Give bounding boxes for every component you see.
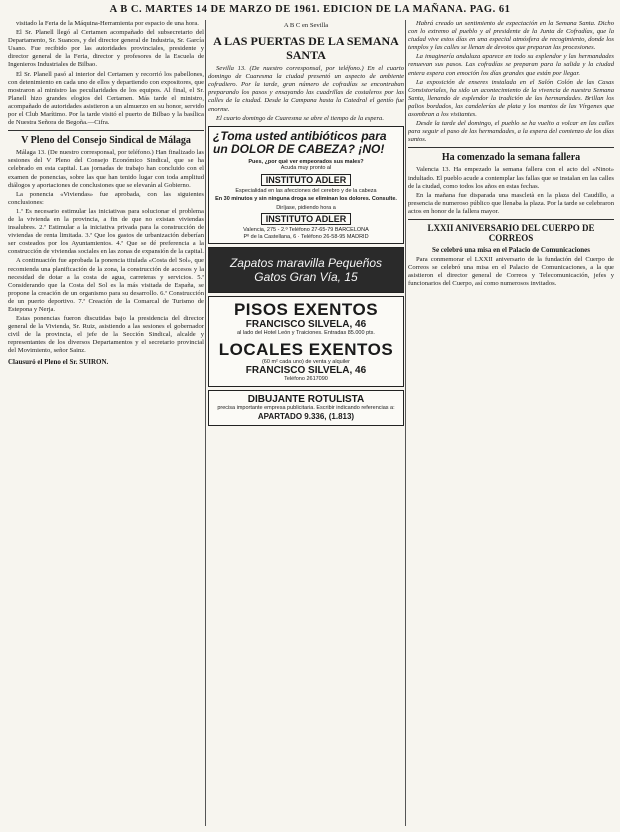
advertisement-instituto-adler — [208, 126, 404, 245]
article-title: LXXII ANIVERSARIO DEL CUERPO DE CORREOS — [427, 222, 595, 243]
article-paragraph: A continuación fue aprobada la ponencia titulada «Costa del Sol», que recomienda una planificación de la zona, la construcción de accesos y la necesidad de dotar a la costa de agua, carreteras y servicios. 5.ª Considerando que la Costa del Sol es la más visitada de España, se propone la creación de un organismo para su desarrollo. 6.ª Construcción de un puerto deportivo. 7.ª Creación de la Comarcal de Turismo de Estepona y Nerja. — [8, 257, 204, 313]
ad-text: (60 m² cada uno) de venta y alquiler — [261, 358, 351, 365]
ad-headline: LOCALES EXENTOS — [218, 339, 394, 359]
advertisement-zapatos: Zapatos maravilla Pequeños Gatos Gran Vía, 15 — [208, 247, 404, 293]
article-paragraph: En la mañana fue disparada una mascletà en la plaza del Caudillo, a presencia de numeroso público que llenaba la plaza. Por la tarde se celebraron actos en honor de la fallera mayor. — [408, 191, 614, 215]
divider — [408, 147, 614, 148]
article-paragraph: visitado la Feria de la Máquina-Herramienta por espacio de una hora. — [16, 20, 199, 27]
divider — [8, 130, 204, 131]
column-right — [408, 20, 614, 830]
article-paragraph: El cuarto domingo de Cuaresma se abre el tiempo de la espera. — [216, 114, 384, 122]
article-paragraph: Desde la tarde del domingo, el pueblo se ha vuelto a volcar en las calles para seguir el paso de las hermandades, a la espera del comienzo de los días santos. — [408, 120, 614, 144]
ad-text: Pues, ¿por qué ver empeorados sus males? — [248, 158, 364, 165]
article-paragraph: Valencia 13. Ha empezado la semana fallera con el acto del «Ninot» indultado. El pueblo acude a contemplar las fallas que se instalan en las calles de la ciudad, como todos los años en estas fechas. — [408, 166, 614, 190]
article-paragraph: Para conmemorar el LXXII aniversario de la fundación del Cuerpo de Correos se celebró una misa en el Palacio de Comunicaciones, a la que asistieron el director general de Correos y Telecomunicación, jefes y funcionarios del Cuerpo, así como numerosos invitados. — [408, 256, 614, 288]
ad-headline: DIBUJANTE ROTULISTA — [247, 393, 365, 405]
advertisement-pisos — [208, 296, 404, 387]
ad-text: al lado del Hotel León y Traiciones. Entradas 85.000 pts. — [237, 330, 375, 337]
ad-brand-box: INSTITUTO ADLER — [261, 213, 352, 225]
ad-address: FRANCISCO SILVELA, 46 — [245, 319, 367, 331]
ad-text: Acuda muy pronto al — [280, 165, 332, 172]
article-signature: Clausuró el Pleno el Sr. SUIRON. — [8, 357, 109, 366]
article-paragraph: La imaginería andaluza aparece en todo su esplendor y las hermandades renuevan sus pasos. Las cofradías se preparan para la salida y la ciudad entera espera con emoción los días grandes que están por llegar. — [408, 53, 614, 77]
article-paragraph: Málaga 13. (De nuestro corresponsal, por teléfono.) Han finalizado las sesiones del V Pleno del Consejo Económico Sindical, que se ha celebrado en esta capital. Las jornadas de trabajo han concluido con el examen de ponencias, sobre las que han tenido lugar con toda amplitud diálogos y aportaciones de conclusiones que se elevarán al Gobierno. — [8, 149, 204, 189]
ad-text: Especialidad en las afecciones del cerebro y de la cabeza — [235, 187, 377, 194]
article-paragraph: Estas ponencias fueron discutidas bajo la presidencia del director general de la Vivienda, Sr. Ruiz, asistiendo a las sesiones el gobernador civil de la provincia, el jefe de la Sección Sindical, alcalde y representantes de los diversos Departamentos y el secretario provincial del Movimiento, señor Sainz. — [8, 315, 204, 355]
ad-brand-box: INSTITUTO ADLER — [261, 174, 352, 186]
article-title: Ha comenzado la semana fallera — [441, 152, 581, 164]
article-paragraph: 1.ª Es necesario estimular las iniciativas para solucionar el problema de la vivienda en la provincia, a fin de que no existan viviendas insalubres. 2.ª Estimular a la iniciativa privada para la construcción de viviendas de renta limitada. 3.ª Que los gastos de urbanización deberían ser costeados por los Ayuntamientos. 4.ª Que se dé preferencia a la construcción de viviendas sociales en las zonas de expansión de la capital. — [8, 207, 204, 256]
ad-headline: PISOS EXENTOS — [233, 300, 379, 320]
column-rule — [205, 20, 206, 826]
ad-address: FRANCISCO SILVELA, 46 — [245, 365, 367, 377]
article-subtitle: Se celebró una misa en el Palacio de Comunicaciones — [432, 245, 590, 254]
advertisement-dibujante — [208, 390, 404, 427]
page-header: A B C. MARTES 14 DE MARZO DE 1961. EDICION DE LA MAÑANA. PAG. 61 — [109, 4, 511, 15]
article-paragraph: El Sr. Planell llegó al Certamen acompañado del subsecretario del Departamento, Sr. Suances, y del director general de Industria, Sr. García Usano. Fue recibido por las autoridades provinciales, presidente y director general de la Feria, director y profesores de la Escuela de Ingenieros Industriales de Bilbao. — [8, 29, 204, 69]
article-title: V Pleno del Consejo Sindical de Málaga — [21, 135, 191, 147]
ad-text: Diríjase, pidiendo hora a — [276, 204, 336, 211]
column-middle — [208, 20, 404, 830]
ad-headline: ¿Toma usted antibióticos para un DOLOR DE CABEZA? ¡NO! — [213, 128, 387, 156]
article-paragraph: Sevilla 13. (De nuestro corresponsal, por teléfono.) En el cuarto domingo de Cuaresma la ciudad presentó un aspecto de ambiente cofradiero. Por la tarde, gran número de cofradías se encontraban preparando los pasos y ensayando las cuadrillas de costaleros por las calles de la ciudad. Desde la Campana hasta la Catedral el gentío fue enorme. — [208, 65, 404, 113]
divider — [408, 219, 614, 220]
dateline: A B C en Sevilla — [283, 22, 329, 29]
ad-phone: Teléfono 2617090 — [284, 376, 328, 383]
ad-address: APARTADO 9.336, (1.813) — [257, 412, 355, 422]
ad-text: Pº de la Castellana, 6 · Teléfono 26-58-95 MADRID — [243, 233, 369, 240]
article-paragraph: La exposición de enseres instalada en el Salón Colón de las Casas Consistoriales, ha sido un acontecimiento de la vivencia de nuestra Semana Santa, llenando de esplendor la tradición de las hermandades. Brillan los palios bordados, las candelerías de plata y los mantos de las Vírgenes que asombran a los visitantes. — [408, 78, 614, 119]
article-paragraph: Habrá creado un sentimiento de expectación en la Semana Santa. Dicho con lo extremo al pueblo y al presidente de la Junta de Cofradías, que la ciudad vive estos días en una especial atmósfera de recogimiento, donde los templos y las calles se llenan de devotos que preparan las procesiones. — [408, 20, 614, 52]
column-left — [8, 20, 204, 830]
ad-text: En 30 minutos y sin ninguna droga se eliminan los dolores. Consulte. — [215, 196, 397, 203]
article-paragraph: El Sr. Planell pasó al interior del Certamen y recorrió los pabellones, con detenimiento en cada uno de ellos y departiendo con expositores, que mostraron al ministro las peculiaridades de los equipos. Al final, el Sr. Planell hizo grandes elogios del Certamen. Más tarde el ministro, acompañado de autoridades asistieron a un almuerzo en su honor, servido por el Club Marítimo. Por la tarde visitó el puerto de Bilbao y la basílica de Nuestra Señora de Begoña.—Cifra. — [8, 70, 204, 127]
article-title: A LAS PUERTAS DE LA SEMANA SANTA — [213, 34, 399, 63]
ad-text: precisa importante empresa publicitaria. Escribir indicando referencias a: — [217, 404, 395, 411]
ad-text: Valencia, 275 - 2.º Teléfono 27-65-79 BARCELONA — [243, 227, 369, 234]
article-paragraph: La ponencia «Viviendas» fue aprobada, con las siguientes conclusiones: — [8, 190, 204, 206]
column-rule — [405, 20, 406, 826]
